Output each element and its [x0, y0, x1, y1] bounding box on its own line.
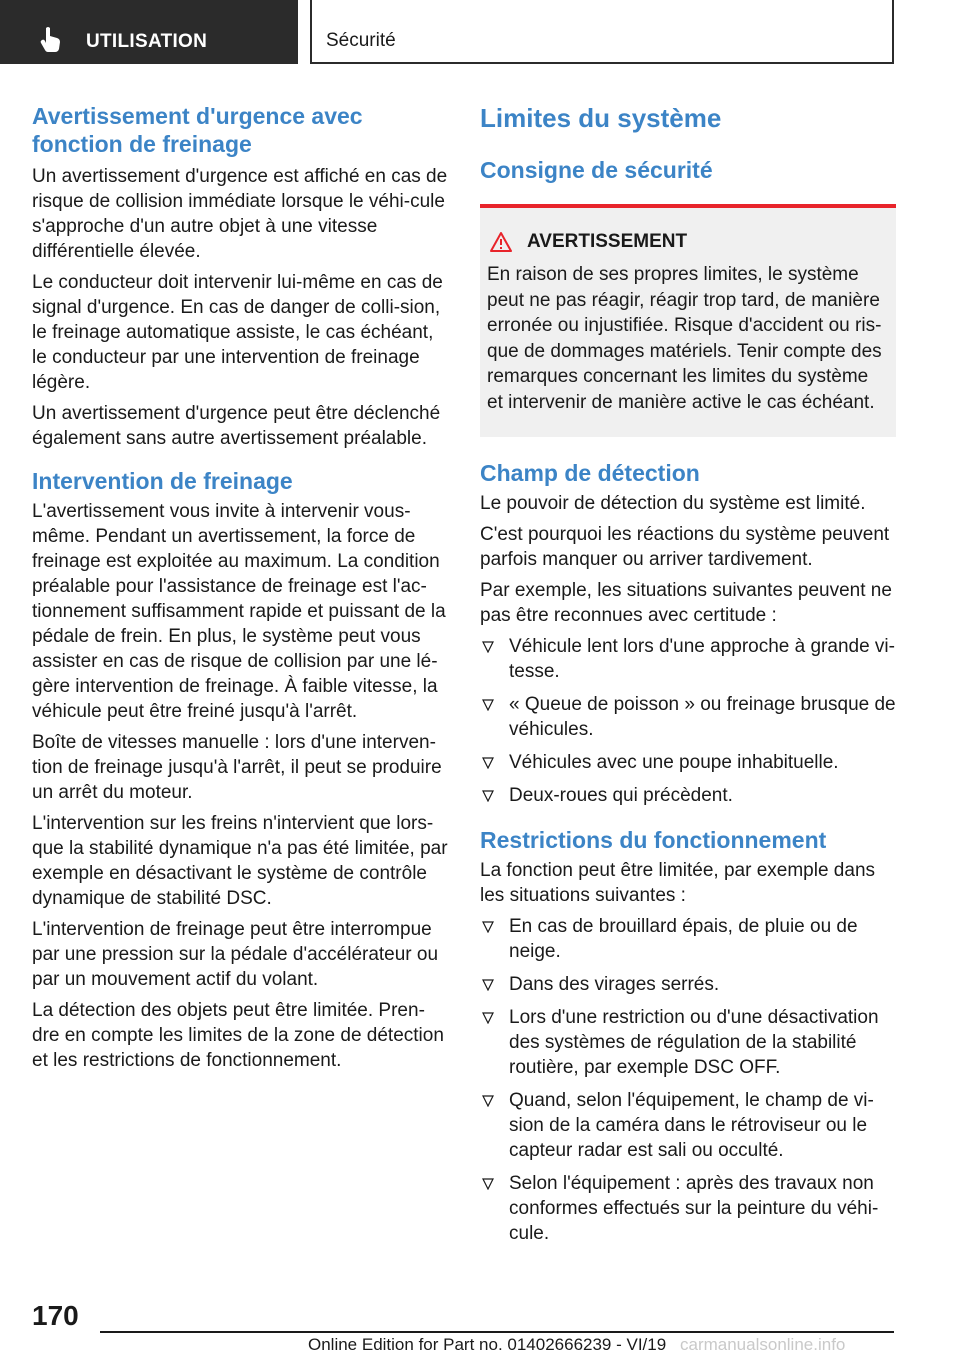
footer-divider: [100, 1331, 894, 1333]
bullet-triangle-icon: [482, 921, 494, 933]
paragraph: L'intervention sur les freins n'intervient que lors‐que la stabilité dynamique n'a pas été limitée, par exemple en désactivant le système de contrôle dynamique de stabilité DSC.: [32, 813, 448, 909]
section-label: UTILISATION: [86, 31, 208, 52]
list-item: Dans des virages serrés.: [480, 972, 896, 997]
paragraph: Un avertissement d'urgence est affiché en cas de risque de collision immédiate lorsque le véhi‐cule s'approche d'un autre objet à une vitesse différentielle élevée.: [32, 166, 448, 262]
paragraph: Par exemple, les situations suivantes peuvent ne pas être reconnues avec certitude :: [480, 580, 892, 626]
edition-text: Online Edition for Part no. 01402666239 - VI/19: [308, 1335, 667, 1354]
heading-function-restrictions: Restrictions du fonctionnement: [480, 827, 827, 853]
paragraph: L'avertissement vous invite à intervenir vous-même. Pendant un avertissement, la force de freinage est exploitée au maximum. La condition préalable pour l'assistance de freinage est l'ac‐tionnement suffisamment rapide et puissant de la pédale de frein. En plus, le système peut vous assister en cas de risque de collision par une lé‐gère intervention de freinage. À faible vitesse, la véhicule peut être freiné jusqu'à l'arrêt.: [32, 501, 446, 722]
list-item: Lors d'une restriction ou d'une désactivation des systèmes de régulation de la stabilité routière, par exemple DSC OFF.: [480, 1005, 896, 1080]
paragraph: C'est pourquoi les réactions du système peuvent parfois manquer ou arriver tardivement.: [480, 524, 890, 570]
bullet-triangle-icon: [482, 757, 494, 769]
page-number: 170: [32, 1300, 79, 1331]
bullet-triangle-icon: [482, 1095, 494, 1107]
paragraph: La détection des objets peut être limitée. Pren‐dre en compte les limites de la zone de détection et les restrictions de fonctionnement.: [32, 1000, 444, 1071]
bullet-triangle-icon: [482, 1012, 494, 1024]
paragraph: Le conducteur doit intervenir lui-même en cas de signal d'urgence. En cas de danger de colli‐sion, le freinage automatique assiste, le cas échéant, le conducteur par une intervention de freinage légère.: [32, 272, 443, 393]
heading-safety-note: Consigne de sécurité: [480, 157, 713, 183]
list-item: « Queue de poisson » ou freinage brusque de véhicules.: [480, 692, 896, 742]
section-tab: [0, 0, 298, 64]
bullet-triangle-icon: [482, 979, 494, 991]
list-item: Véhicule lent lors d'une approche à grande vi‐tesse.: [480, 634, 896, 684]
heading-emergency-warning: Avertissement d'urgence avec fonction de freinage: [32, 103, 363, 157]
list-item: Selon l'équipement : après des travaux non conformes effectués sur la peinture du véhi‐cule.: [480, 1171, 896, 1246]
bullet-triangle-icon: [482, 1178, 494, 1190]
list-item: Deux-roues qui précèdent.: [480, 783, 896, 808]
list-item: Véhicules avec une poupe inhabituelle.: [480, 750, 896, 775]
bullet-triangle-icon: [482, 641, 494, 653]
warning-title-text: AVERTISSEMENT: [527, 231, 688, 252]
heading-detection-field: Champ de détection: [480, 460, 700, 486]
bullet-triangle-icon: [482, 790, 494, 802]
chapter-header: [310, 0, 894, 64]
warning-title: [487, 230, 888, 254]
paragraph: Boîte de vitesses manuelle : lors d'une interven‐tion de freinage jusqu'à l'arrêt, il peut se produire un arrêt du moteur.: [32, 732, 442, 803]
heading-brake-intervention: Intervention de freinage: [32, 468, 293, 494]
list-item: En cas de brouillard épais, de pluie ou de neige.: [480, 914, 896, 964]
warning-box: [480, 204, 896, 437]
chapter-label: Sécurité: [326, 30, 396, 51]
hand-pointer-icon: [40, 26, 62, 52]
left-column: [32, 102, 448, 1073]
restrictions-list: [480, 914, 896, 1246]
heading-system-limits: Limites du système: [480, 103, 722, 133]
paragraph: L'intervention de freinage peut être interrompue par une pression sur la pédale d'accélérateur ou par un mouvement actif du volant.: [32, 919, 439, 990]
list-item: Quand, selon l'équipement, le champ de vi‐sion de la caméra dans le rétroviseur ou le capteur radar est sali ou occulté.: [480, 1088, 896, 1163]
watermark: carmanualsonline.info: [680, 1335, 846, 1354]
paragraph: La fonction peut être limitée, par exemple dans les situations suivantes :: [480, 860, 876, 906]
paragraph: Le pouvoir de détection du système est limité.: [480, 493, 866, 514]
detection-list: [480, 634, 896, 808]
paragraph: Un avertissement d'urgence peut être déclenché également sans autre avertissement préalable.: [32, 403, 441, 449]
warning-text: En raison de ses propres limites, le système peut ne pas réagir, réagir trop tard, de manière erronée ou injustifiée. Risque d'accident ou ris‐que de dommages matériels. Tenir compte des remarques concernant les limites du système et intervenir de manière active le cas échéant.: [487, 264, 882, 413]
right-column: [480, 102, 896, 1254]
bullet-triangle-icon: [482, 699, 494, 711]
warning-triangle-icon: [489, 231, 513, 253]
